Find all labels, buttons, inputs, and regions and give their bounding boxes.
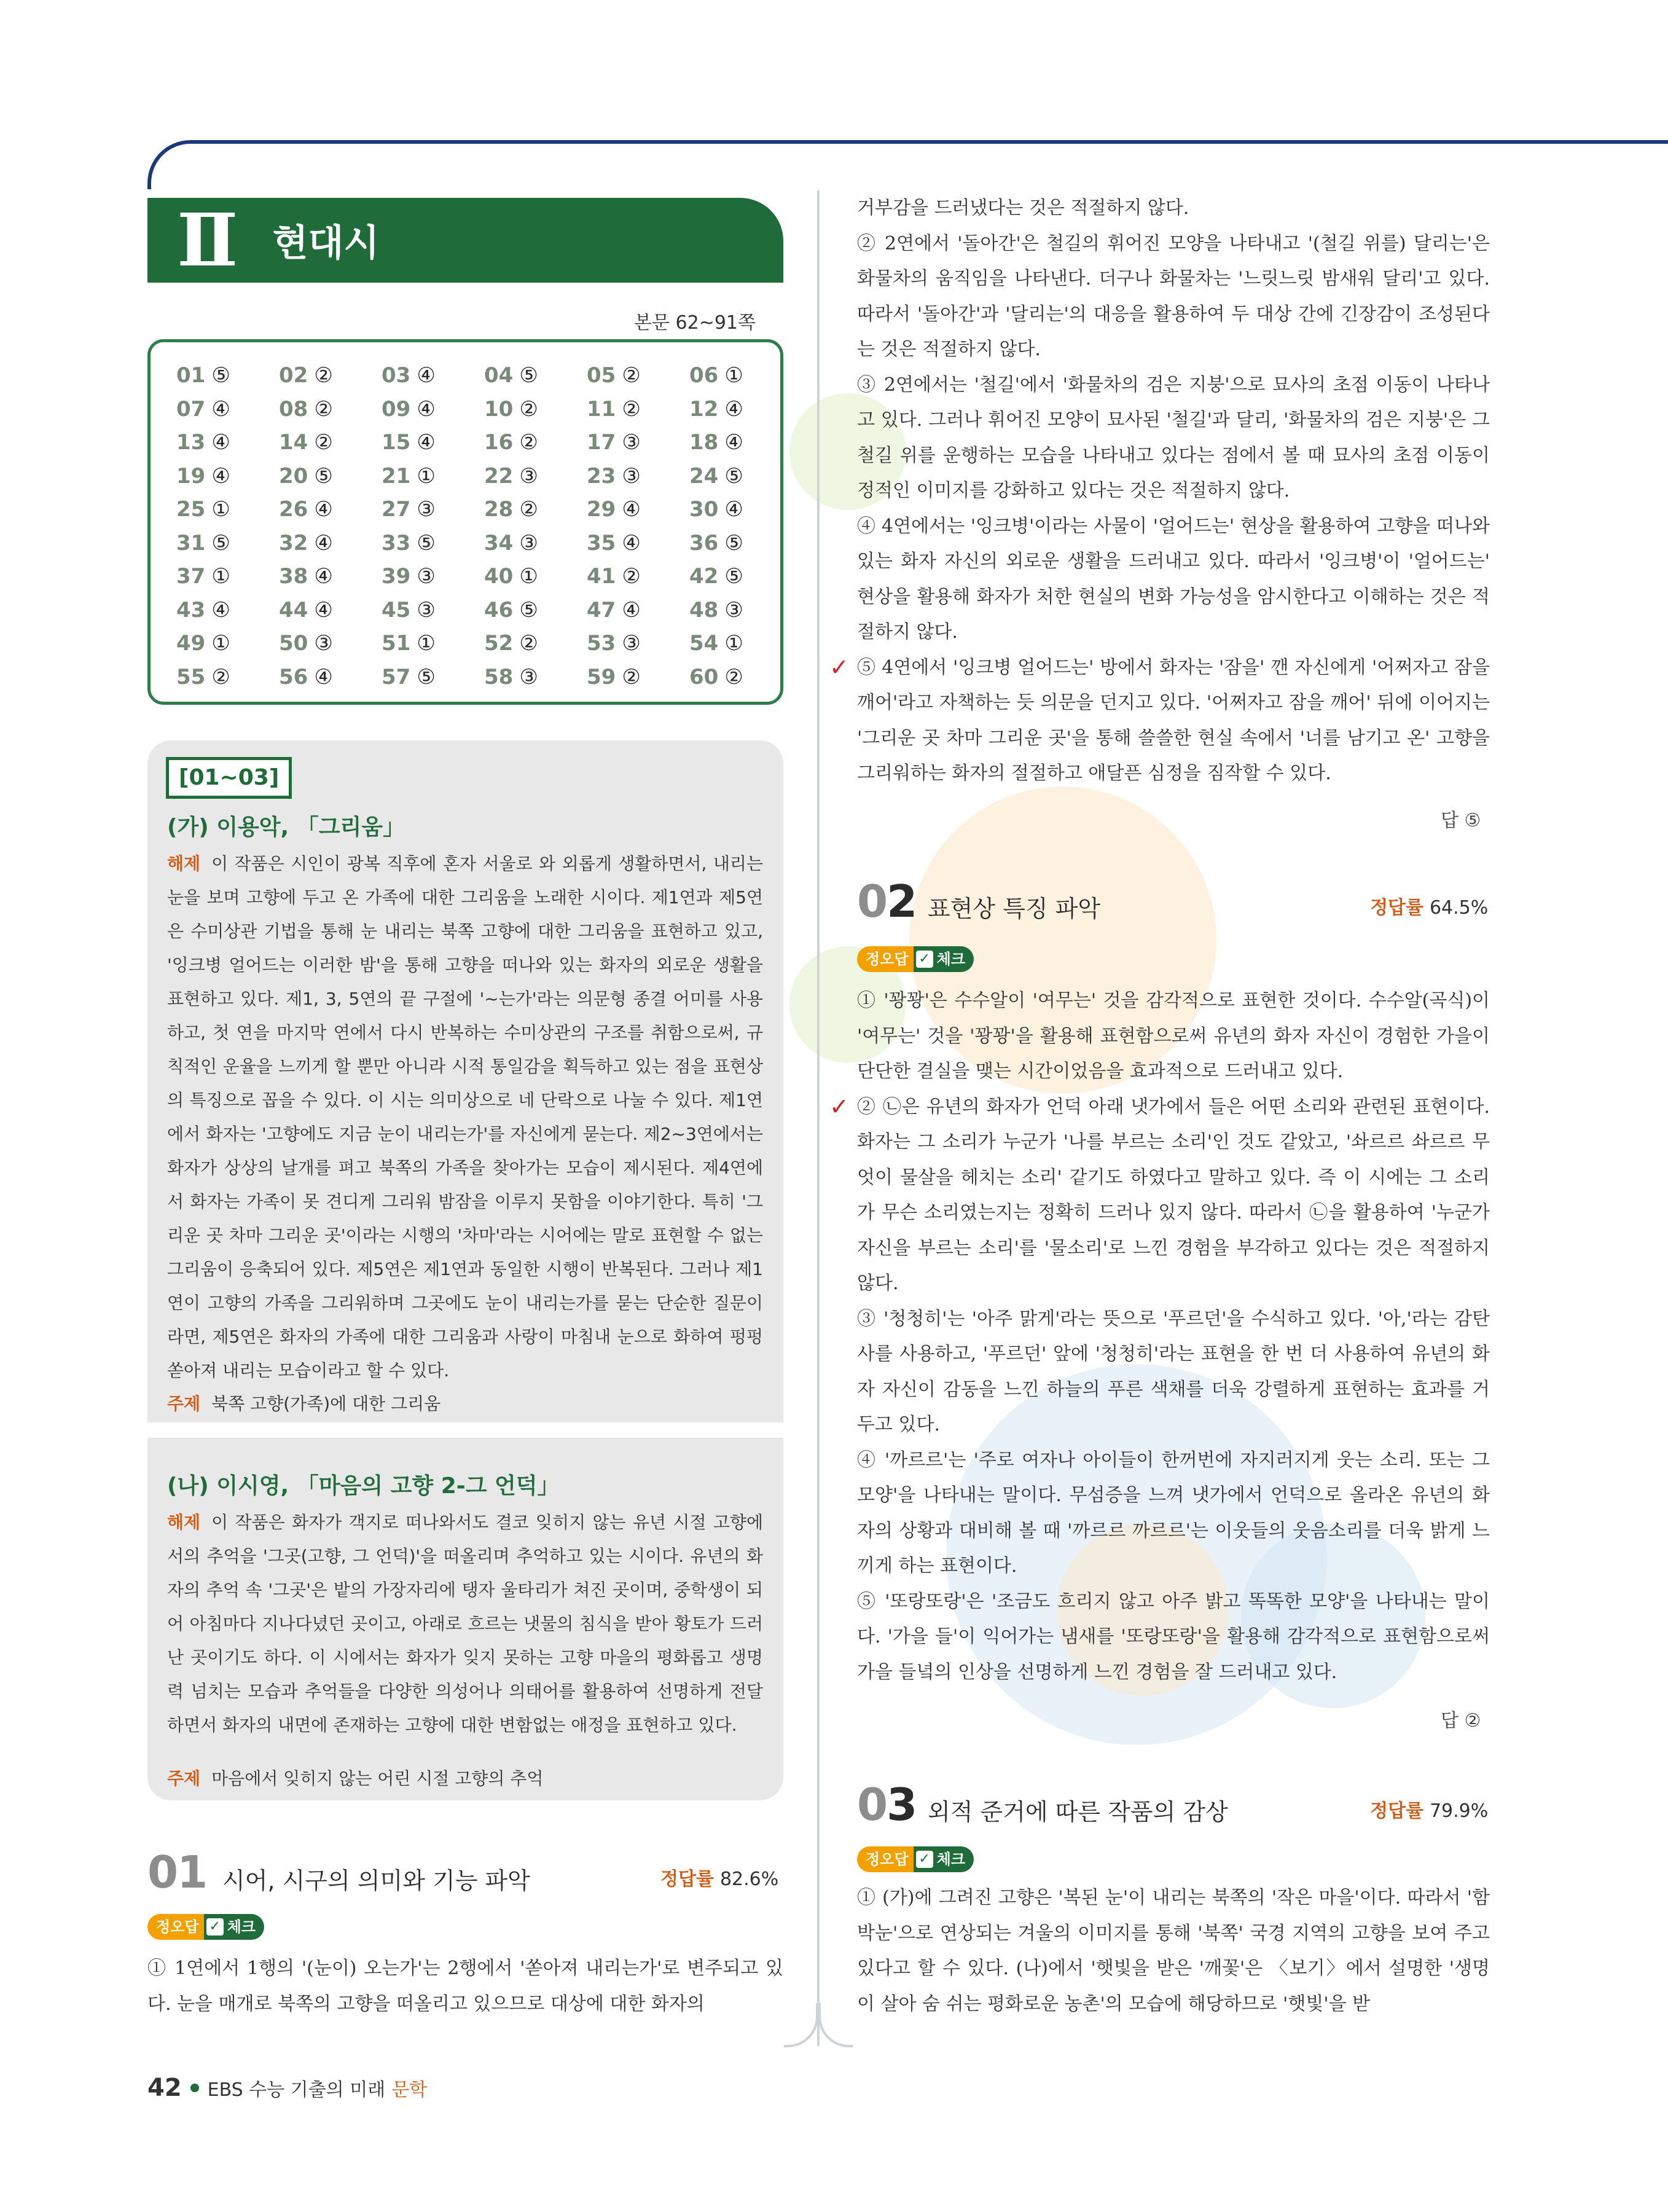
answer-choice: ①	[724, 631, 743, 656]
answer-key-item	[484, 363, 587, 388]
explanation-text: ① (가)에 그려진 고향은 '복된 눈'이 내리는 북쪽의 '작은 마을'이다. 따라서 '함박눈'으로 연상되는 겨울의 이미지를 통해 '북쪽' 국경 지역의 고향을 보여 주고 있다고 할 수 있다. (나)에서 '햇빛을 받은 '깨꽃'은 〈보기〉에서 설명한 '생명이 살아 숨 쉬는 평화로운 농촌'의 모습에 해당하므로 '햇빛'을 받	[857, 1887, 1490, 2015]
answer-choice: ④	[211, 430, 230, 455]
question-number: 23	[587, 463, 616, 488]
answer-key-item	[382, 397, 484, 422]
question-number: 21	[382, 463, 411, 488]
checkbox-icon: ✓	[206, 1918, 224, 1936]
answer-key-item	[587, 665, 689, 689]
answer-choice: ④	[417, 396, 436, 422]
answer-key-item	[484, 631, 587, 656]
theme-label: 주제	[167, 1394, 201, 1414]
answer-key-item	[279, 531, 382, 555]
column-divider	[817, 190, 820, 2046]
question-number: 37	[176, 564, 206, 589]
answer-choice: ②	[519, 497, 538, 522]
answer-key-item	[382, 598, 484, 622]
correct-rate-value: 82.6%	[719, 1869, 779, 1890]
question-number: 60	[689, 664, 719, 689]
answer-choice: ②	[314, 396, 333, 422]
badge-label: 체크	[936, 1851, 965, 1868]
question-number: 28	[484, 497, 514, 522]
answer-choice: ④	[724, 430, 743, 455]
work-theme	[167, 1390, 440, 1415]
answer-choice: ③	[724, 597, 743, 622]
book-title: EBS 수능 기출의 미래	[207, 2079, 386, 2101]
answer-choice: ①	[211, 564, 230, 589]
question-number: 51	[382, 631, 411, 656]
question-number: 11	[587, 396, 616, 422]
answer-key-item	[279, 430, 382, 455]
answer-key-item	[689, 397, 792, 422]
answer-choice: ③	[519, 530, 538, 555]
answer-key-item	[176, 564, 279, 589]
answer-row	[176, 598, 792, 622]
answer-key-item	[587, 397, 689, 422]
question-number: 55	[176, 664, 206, 689]
theme-text: 북쪽 고향(가족)에 대한 그리움	[211, 1394, 441, 1414]
answer-indicator: 답 ②	[1441, 1710, 1481, 1732]
explanation-paragraph: ② 2연에서 '돌아간'은 철길의 휘어진 모양을 나타내고 '(철길 위를) 달리는'은 화물차의 움직임을 나타낸다. 더구나 화물차는 '느릿느릿 밤새워 달리'고 있다. 따라서 '돌아간'과 '달리는'의 대응을 활용하여 두 대상 간에 긴장감이 조성된다는 것은 적절하지 않다.	[857, 232, 1490, 360]
answer-key-item	[382, 564, 484, 589]
question-number: 18	[689, 430, 719, 455]
question-number: 45	[382, 597, 411, 622]
question-number: 16	[484, 430, 514, 455]
answer-row	[176, 665, 792, 689]
question-number: 42	[689, 564, 719, 589]
checkbox-icon: ✓	[916, 951, 933, 968]
answer-key-item	[382, 430, 484, 455]
answer-check-badge	[857, 946, 974, 972]
answer-choice: ②	[519, 396, 538, 422]
correct-rate	[1370, 1795, 1488, 1822]
commentary-label: 해제	[167, 1512, 201, 1532]
question-number: 39	[382, 564, 411, 589]
correct-rate-label: 정답률	[1370, 897, 1423, 919]
question-number: 35	[587, 530, 616, 555]
question-number: 34	[484, 530, 514, 555]
answer-choice: ③	[519, 664, 538, 689]
answer-key-item	[689, 430, 792, 455]
commentary-text: 이 작품은 화자가 객지로 떠나와서도 결코 잊히지 않는 유년 시절 고향에서의 추억을 '그곳(고향, 그 언덕)'을 떠올리며 추억하고 있는 시이다. 유년의 화자의 추억 속 '그곳'은 밭의 가장자리에 탱자 울타리가 쳐진 곳이며, 중학생이 되어 아침마다 지나다녔던 곳이고, 아래로 흐르는 냇물의 침식을 받아 황토가 드러난 곳이기도 하다. 이 시에서는 화자가 잊지 못하는 고향 마을의 평화롭고 생명력 넘치는 모습과 추억들을 다양한 의성어나 의태어를 활용하여 선명하게 전달하면서 화자의 내면에 존재하는 고향에 대한 변함없는 애정을 표현하고 있다.	[167, 1512, 763, 1735]
question-number: 03	[382, 363, 411, 388]
answer-key-item	[587, 631, 689, 656]
theme-text: 마음에서 잊히지 않는 어린 시절 고향의 추억	[211, 1768, 544, 1789]
correct-explanation	[829, 1089, 1490, 1301]
badge-label: 정오답	[147, 1914, 204, 1940]
page-number: 42	[147, 2074, 182, 2102]
commentary-text: 이 작품은 시인이 광복 직후에 혼자 서울로 와 외롭게 생활하면서, 내리는 눈을 보며 고향에 두고 온 가족에 대한 그리움을 노래한 시이다. 제1연과 제5연은 수미상관 기법을 통해 눈 내리는 북쪽 고향에 대한 그리움을 표현하고 있고, '잉크병 얼어드는 이러한 밤'을 통해 고향을 떠나와 있는 화자의 외로운 생활을 표현하고 있다. 제1, 3, 5연의 끝 구절에 '~는가'라는 의문형 종결 어미를 사용하고, 첫 연을 마지막 연에서 다시 반복하는 수미상관의 구조를 취함으로써, 규칙적인 운율을 느끼게 할 뿐만 아니라 시적 통일감을 획득하고 있는 점을 표현상의 특징으로 꼽을 수 있다. 이 시는 의미상으로 네 단락으로 나눌 수 있다. 제1연에서 화자는 '고향에도 지금 눈이 내리는가'를 자신에게 묻는다. 제2~3연에서는 화자가 상상의 날개를 펴고 북쪽의 가족을 찾아가는 모습이 제시된다. 제4연에서 화자는 가족이 못 견디게 그리워 밤잠을 이루지 못함을 이야기한다. 특히 '그리운 곳 차마 그리운 곳'이라는 시행의 '차마'라는 시어에는 말로 표현할 수 없는 그리움이 응축되어 있다. 제5연은 제1연과 동일한 시행이 반복된다. 그러나 제1연이 고향의 가족을 그리워하며 그곳에도 눈이 내리는가를 묻는 단순한 질문이라면, 제5연은 화자의 가족에 대한 그리움과 사랑이 마침내 눈으로 화하여 펑펑 쏟아져 내리는 모습이라고 할 수 있다.	[167, 853, 763, 1381]
explanation-paragraph: 거부감을 드러냈다는 것은 적절하지 않다.	[857, 197, 1189, 219]
question-number: 56	[279, 664, 308, 689]
answer-check-badge	[147, 1914, 264, 1940]
question-number: 20	[279, 463, 308, 488]
badge-label: 체크	[227, 1918, 256, 1936]
answer-key-item	[382, 531, 484, 555]
answer-choice: ④	[314, 530, 333, 555]
badge-label: 정오답	[857, 946, 914, 972]
answer-key-item	[689, 631, 792, 656]
answer-key-item	[484, 430, 587, 455]
answer-key-item	[484, 531, 587, 555]
answer-choice: ④	[724, 396, 743, 422]
question-title: 표현상 특징 파악	[928, 895, 1101, 922]
badge-label: 체크	[936, 951, 965, 968]
answer-choice: ④	[314, 497, 333, 522]
answer-choice: ⑤	[724, 463, 743, 488]
question-number: 29	[587, 497, 616, 522]
correct-rate-label: 정답률	[1370, 1800, 1423, 1822]
question-number: 50	[279, 631, 308, 656]
answer-key-box	[147, 339, 783, 705]
answer-choice: ②	[211, 664, 230, 689]
answer-row	[176, 464, 792, 488]
answer-choice: ①	[519, 564, 538, 589]
answer-choice: ④	[724, 497, 743, 522]
question-title: 시어, 시구의 의미와 기능 파악	[222, 1867, 530, 1894]
section-banner	[147, 198, 783, 283]
answer-choice: ②	[314, 363, 333, 388]
check-mark-icon: ✓	[829, 653, 849, 681]
answer-choice: ③	[417, 564, 436, 589]
question-number: 40	[484, 564, 514, 589]
answer-choice: ②	[622, 396, 641, 422]
answer-choice: ⑤	[314, 463, 333, 488]
answer-key-item	[689, 531, 792, 555]
answer-key-item	[279, 497, 382, 522]
explanation-paragraph: ⑤ '또랑또랑'은 '조금도 흐리지 않고 아주 밝고 똑똑한 모양'을 나타내는 말이다. '가을 들'이 익어가는 냄새를 '또랑또랑'을 활용해 감각적으로 표현함으로써 가을 들녘의 인상을 선명하게 느낀 경험을 잘 드러내고 있다.	[857, 1590, 1490, 1683]
question-number: 41	[587, 564, 616, 589]
question-number: 25	[176, 497, 206, 522]
question-number: 07	[176, 396, 206, 422]
answer-choice: ④	[622, 530, 641, 555]
question-number: 02	[279, 363, 308, 388]
question-title: 외적 준거에 따른 작품의 감상	[928, 1798, 1228, 1826]
question-number: 14	[279, 430, 308, 455]
answer-choice: ②	[622, 564, 641, 589]
work-commentary	[167, 847, 763, 1387]
answer-key-item	[689, 464, 792, 488]
answer-key-item	[587, 363, 689, 388]
section-roman-numeral: Ⅱ	[177, 197, 235, 283]
explanation-paragraph: ③ '청청히'는 '아주 맑게'라는 뜻으로 '푸르던'을 수식하고 있다. '아,'라는 감탄사를 사용하고, '푸르던' 앞에 '청청히'라는 표현을 한 번 더 사용하여 유년의 화자 자신이 감동을 느낀 하늘의 푸른 색채를 더욱 강렬하게 표현하는 효과를 거두고 있다.	[857, 1308, 1490, 1435]
explanation-paragraph: ① '꽝꽝'은 수수알이 '여무는' 것을 감각적으로 표현한 것이다. 수수알(곡식)이 '여무는' 것을 '꽝꽝'을 활용해 표현함으로써 유년의 화자 자신이 경험한 가을이 단단한 결실을 맺는 시간이었음을 효과적으로 드러내고 있다.	[857, 990, 1490, 1082]
answer-key-item	[689, 564, 792, 589]
answer-key-item	[176, 430, 279, 455]
question-number: 36	[689, 530, 719, 555]
answer-choice: ④	[314, 564, 333, 589]
answer-choice: ⑤	[724, 564, 743, 589]
question-number: 48	[689, 597, 719, 622]
question-number: 33	[382, 530, 411, 555]
answer-key-item	[176, 363, 279, 388]
answer-choice: ②	[314, 430, 333, 455]
question-number: 15	[382, 430, 411, 455]
answer-choice: ②	[622, 363, 641, 388]
answer-choice: ④	[211, 597, 230, 622]
answer-row	[176, 497, 792, 522]
answer-choice: ③	[417, 597, 436, 622]
answer-check-badge	[857, 1846, 974, 1872]
answer-key-item	[382, 497, 484, 522]
check-mark-icon: ✓	[829, 1092, 849, 1120]
question-number: 58	[484, 664, 514, 689]
commentary-label: 해제	[167, 853, 201, 874]
answer-choice: ③	[417, 497, 436, 522]
answer-key-item	[382, 631, 484, 656]
answer-key-item	[689, 363, 792, 388]
answer-choice: ①	[211, 497, 230, 522]
answer-key-item	[484, 397, 587, 422]
question-number: 10	[484, 396, 514, 422]
question-number: 47	[587, 597, 616, 622]
work-heading: (가) 이용악, 「그리움」	[167, 815, 405, 840]
question-number: 19	[176, 463, 206, 488]
answer-key-item	[279, 363, 382, 388]
answer-key-item	[279, 631, 382, 656]
work-theme	[167, 1765, 543, 1790]
question-number: 06	[689, 363, 719, 388]
answer-key-item	[689, 665, 792, 689]
answer-choice: ⑤	[211, 363, 230, 388]
question-number: 27	[382, 497, 411, 522]
section-title: 현대시	[272, 222, 380, 265]
answer-row	[176, 631, 792, 656]
answer-key-item	[587, 430, 689, 455]
answer-key-item	[484, 564, 587, 589]
footer-bullet-icon	[190, 2084, 199, 2092]
answer-choice: ④	[211, 396, 230, 422]
answer-choice: ⑤	[417, 530, 436, 555]
question-number: 04	[484, 363, 514, 388]
question-number: 17	[587, 430, 616, 455]
answer-key-item	[176, 631, 279, 656]
explanation-block	[829, 983, 1490, 1690]
question-number: 26	[279, 497, 308, 522]
question-number: 22	[484, 463, 514, 488]
answer-choice: ④	[622, 597, 641, 622]
answer-choice: ③	[622, 631, 641, 656]
top-border-rule	[147, 140, 1668, 189]
question-number: 03	[857, 1779, 917, 1830]
answer-choice: ④	[622, 497, 641, 522]
question-number: 01	[147, 1846, 207, 1898]
answer-choice: ②	[724, 664, 743, 689]
question-number: 08	[279, 396, 308, 422]
answer-row	[176, 531, 792, 555]
page-reference: 본문 62~91쪽	[634, 312, 756, 334]
question-number: 12	[689, 396, 719, 422]
answer-key-item	[484, 497, 587, 522]
answer-choice: ②	[519, 631, 538, 656]
answer-choice: ④	[314, 597, 333, 622]
correct-rate-value: 79.9%	[1429, 1800, 1489, 1822]
explanation-paragraph: ④ '까르르'는 '주로 여자나 아이들이 한꺼번에 자지러지게 웃는 소리. 또는 그 모양'을 나타내는 말이다. 무섬증을 느껴 냇가에서 언덕으로 올라온 유년의 화자의 상황과 대비해 볼 때 '까르르 까르르'는 이웃들의 웃음소리를 더욱 밝게 느끼게 하는 표현이다.	[857, 1449, 1490, 1577]
question-number: 49	[176, 631, 206, 656]
answer-key-item	[176, 464, 279, 488]
answer-key-item	[587, 598, 689, 622]
explanation-paragraph: ④ 4연에서는 '잉크병'이라는 사물이 '얼어드는' 현상을 활용하여 고향을 떠나와 있는 화자 자신의 외로운 생활을 드러내고 있다. 따라서 '잉크병'이 '얼어드는' 현상을 활용해 화자가 처한 현실의 변화 가능성을 암시한다고 이해하는 것은 적절하지 않다.	[857, 515, 1490, 643]
answer-key-item	[279, 598, 382, 622]
answer-choice: ⑤	[417, 664, 436, 689]
question-number: 46	[484, 597, 514, 622]
answer-choice: ①	[417, 631, 436, 656]
question-number: 13	[176, 430, 206, 455]
question-set-tag: [01~03]	[166, 757, 292, 799]
question-number: 09	[382, 396, 411, 422]
question-number: 31	[176, 530, 206, 555]
answer-key-item	[382, 665, 484, 689]
answer-choice: ④	[417, 363, 436, 388]
question-number: 24	[689, 463, 719, 488]
work-commentary	[167, 1505, 763, 1742]
question-number: 53	[587, 631, 616, 656]
answer-indicator: 답 ⑤	[1441, 810, 1481, 831]
answer-key-item	[484, 598, 587, 622]
answer-key-item	[279, 397, 382, 422]
answer-choice: ⑤	[724, 530, 743, 555]
answer-row	[176, 564, 792, 589]
answer-choice: ④	[314, 664, 333, 689]
answer-choice: ③	[622, 430, 641, 455]
answer-key-item	[279, 665, 382, 689]
question-number: 01	[176, 363, 206, 388]
answer-key-item	[279, 464, 382, 488]
correct-rate-label: 정답률	[660, 1869, 714, 1890]
page-footer	[147, 2074, 427, 2102]
answer-choice: ③	[519, 463, 538, 488]
answer-key-item	[176, 397, 279, 422]
answer-key-item	[484, 665, 587, 689]
answer-choice: ⑤	[211, 530, 230, 555]
explanation-paragraph: ⑤ 4연에서 '잉크병 얼어드는' 방에서 화자는 '잠을' 깬 자신에게 '어쩌자고 잠을 깨어'라고 자책하는 듯 의문을 던지고 있다. '어쩌자고 잠을 깨어' 뒤에 이어지는 '그리운 곳 차마 그리운 곳'을 통해 쓸쓸한 현실 속에서 '너를 남기고 온' 고향을 그리워하는 화자의 절절하고 애달픈 심정을 짐작할 수 있다.	[857, 656, 1490, 784]
answer-key-item	[587, 531, 689, 555]
answer-row	[176, 430, 792, 455]
answer-choice: ②	[622, 664, 641, 689]
question-number: 44	[279, 597, 308, 622]
question-number: 43	[176, 597, 206, 622]
explanation-block	[829, 190, 1490, 791]
answer-row	[176, 363, 792, 388]
question-number: 54	[689, 631, 719, 656]
work-heading: (나) 이시영, 「마음의 고향 2-그 언덕」	[167, 1473, 560, 1499]
answer-choice: ⑤	[519, 363, 538, 388]
question-number: 38	[279, 564, 308, 589]
theme-label: 주제	[167, 1768, 201, 1789]
answer-key-item	[587, 564, 689, 589]
answer-choice: ①	[724, 363, 743, 388]
answer-key-item	[382, 363, 484, 388]
answer-key-item	[587, 497, 689, 522]
answer-choice: ④	[417, 430, 436, 455]
answer-key-item	[176, 531, 279, 555]
question-number: 57	[382, 664, 411, 689]
subject-label: 문학	[391, 2079, 428, 2101]
question-number: 59	[587, 664, 616, 689]
question-number: 52	[484, 631, 514, 656]
correct-rate	[660, 1864, 778, 1891]
correct-rate-value: 64.5%	[1429, 897, 1489, 919]
question-number: 30	[689, 497, 719, 522]
explanation-paragraph: ② ㉡은 유년의 화자가 언덕 아래 냇가에서 들은 어떤 소리와 관련된 표현이다. 화자는 그 소리가 누군가 '나를 부르는 소리'인 것도 같았고, '솨르르 솨르르 무엇이 물살을 헤치는 소리' 같기도 하였다고 말하고 있다. 즉 이 시에는 그 소리가 무슨 소리였는지는 정확히 드러나 있지 않다. 따라서 ㉡을 활용하여 '누군가 자신을 부르는 소리'를 '물소리'로 느낀 경험을 부각하고 있다는 것은 적절하지 않다.	[857, 1096, 1490, 1294]
answer-choice: ⑤	[519, 597, 538, 622]
answer-choice: ③	[622, 463, 641, 488]
answer-choice: ①	[417, 463, 436, 488]
answer-key-item	[176, 665, 279, 689]
question-number: 32	[279, 530, 308, 555]
answer-row	[176, 397, 792, 422]
answer-choice: ①	[211, 631, 230, 656]
answer-key-item	[279, 564, 382, 589]
answer-key-item	[689, 497, 792, 522]
badge-label: 정오답	[857, 1846, 914, 1872]
answer-key-item	[382, 464, 484, 488]
question-number: 05	[587, 363, 616, 388]
column-divider-curve	[818, 2003, 853, 2047]
answer-key-item	[176, 497, 279, 522]
explanation-text: ① 1연에서 1행의 '(눈이) 오는가'는 2행에서 '쏟아져 내리는가'로 변주되고 있다. 눈을 매개로 북쪽의 고향을 떠올리고 있으므로 대상에 대한 화자의	[147, 1958, 783, 2015]
explanation-paragraph: ③ 2연에서는 '철길'에서 '화물차의 검은 지붕'으로 묘사의 초점 이동이 나타나고 있다. 그러나 휘어진 모양이 묘사된 '철길'과 달리, '화물차의 검은 지붕'은 그 철길 위를 운행하는 모습을 나타내고 있다는 점에서 볼 때 묘사의 초점 이동이 정적인 이미지를 강화하고 있다는 것은 적절하지 않다.	[857, 374, 1490, 501]
answer-choice: ④	[211, 463, 230, 488]
answer-key-item	[587, 464, 689, 488]
answer-key-item	[689, 598, 792, 622]
answer-choice: ③	[314, 631, 333, 656]
question-number: 02	[857, 876, 917, 927]
answer-key-item	[484, 464, 587, 488]
column-divider-curve	[784, 2003, 818, 2047]
answer-choice: ②	[519, 430, 538, 455]
answer-key-item	[176, 598, 279, 622]
checkbox-icon: ✓	[916, 1851, 933, 1868]
correct-rate	[1370, 892, 1488, 919]
correct-explanation	[829, 650, 1490, 791]
